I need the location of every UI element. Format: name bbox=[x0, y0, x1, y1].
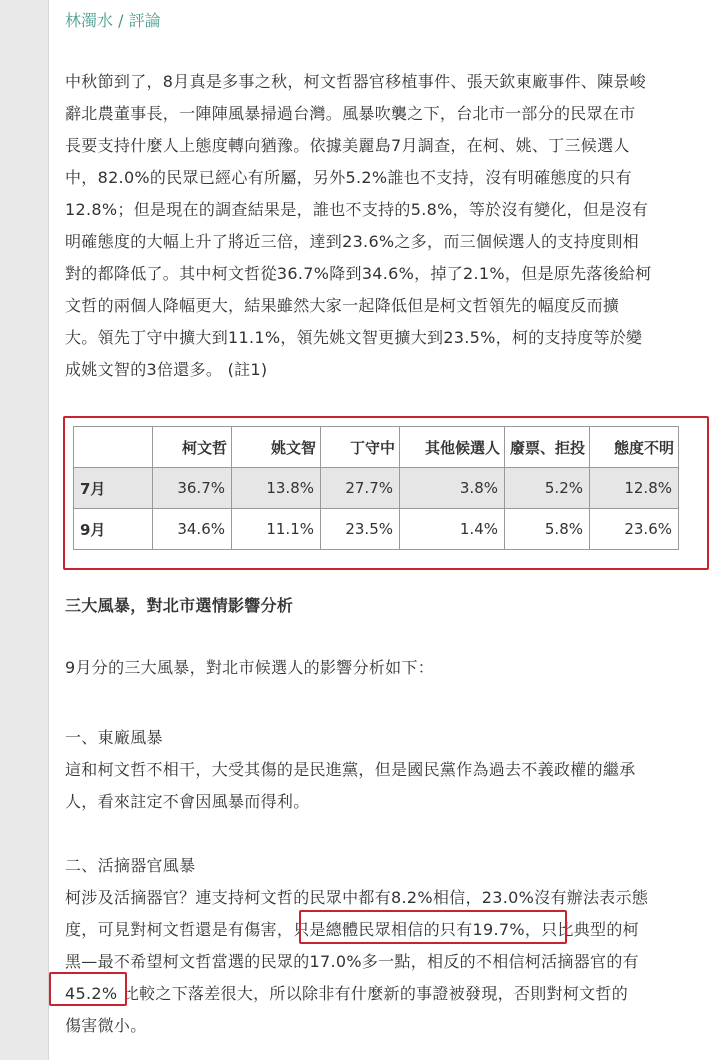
text-line: 對的都降低了。其中柯文哲從36.7%降到34.6%，掉了2.1%，但是原先落後給柯 bbox=[65, 264, 652, 283]
text-line: 45.2% 比較之下落差很大，所以除非有什麼新的事證被發現，否則對柯文哲的 bbox=[65, 984, 629, 1003]
table-header-row bbox=[74, 427, 679, 468]
text-line: 成姚文智的3倍還多。 (註1) bbox=[65, 360, 268, 379]
text-line: 度，可見對柯文哲還是有傷害，只是總體民眾相信的只有19.7%，只比典型的柯 bbox=[65, 920, 639, 939]
table-header-cell: 其他候選人 bbox=[400, 427, 505, 468]
table-header-cell: 柯文哲 bbox=[153, 427, 232, 468]
author-link[interactable]: 林濁水 bbox=[65, 11, 114, 30]
table-header-cell: 態度不明 bbox=[590, 427, 679, 468]
table-cell: 3.8% bbox=[400, 468, 505, 509]
byline bbox=[65, 8, 161, 31]
table-row bbox=[74, 468, 679, 509]
table-cell: 23.6% bbox=[590, 509, 679, 550]
text-line: 長要支持什麼人上態度轉向猶豫。依據美麗島7月調查，在柯、姚、丁三候選人 bbox=[65, 136, 630, 155]
table-cell: 34.6% bbox=[153, 509, 232, 550]
subsection-title: 一、東廠風暴 bbox=[65, 728, 163, 747]
section-heading: 三大風暴，對北市選情影響分析 bbox=[65, 596, 294, 615]
table-cell: 5.2% bbox=[505, 468, 590, 509]
text-line: 傷害微小。 bbox=[65, 1016, 147, 1035]
section-intro: 9月分的三大風暴，對北市候選人的影響分析如下： bbox=[65, 658, 435, 677]
text-line: 中，82.0%的民眾已經心有所屬，另外5.2%誰也不支持，沒有明確態度的只有 bbox=[65, 168, 632, 187]
storm-section-2 bbox=[65, 850, 715, 1042]
poll-table-highlight bbox=[63, 416, 709, 570]
row-label: 9月 bbox=[74, 509, 153, 550]
text-line: 12.8%；但是現在的調查結果是，誰也不支持的5.8%，等於沒有變化，但是沒有 bbox=[65, 200, 649, 219]
text-line: 辭北農董事長，一陣陣風暴掃過台灣。風暴吹襲之下，台北市一部分的民眾在市 bbox=[65, 104, 636, 123]
storm-section-1 bbox=[65, 722, 715, 818]
table-cell: 27.7% bbox=[321, 468, 400, 509]
text-line: 這和柯文哲不相干，大受其傷的是民進黨，但是國民黨作為過去不義政權的繼承 bbox=[65, 760, 636, 779]
article-page bbox=[48, 0, 720, 1060]
table-cell: 12.8% bbox=[590, 468, 679, 509]
highlight-box bbox=[299, 910, 567, 944]
byline-separator: / bbox=[118, 11, 124, 30]
table-header-cell: 廢票、拒投 bbox=[505, 427, 590, 468]
intro-paragraph bbox=[65, 66, 715, 386]
text-line: 文哲的兩個人降幅更大，結果雖然大家一起降低但是柯文哲領先的幅度反而擴 bbox=[65, 296, 620, 315]
table-header-cell: 丁守中 bbox=[321, 427, 400, 468]
poll-table bbox=[73, 426, 679, 550]
text-line: 黑—最不希望柯文哲當選的民眾的17.0%多一點，相反的不相信柯活摘器官的有 bbox=[65, 952, 639, 971]
table-cell: 11.1% bbox=[232, 509, 321, 550]
table-cell: 13.8% bbox=[232, 468, 321, 509]
text-line: 中秋節到了，8月真是多事之秋，柯文哲器官移植事件、張天欽東廠事件、陳景峻 bbox=[65, 72, 646, 91]
text-line: 大。領先丁守中擴大到11.1%，領先姚文智更擴大到23.5%，柯的支持度等於變 bbox=[65, 328, 643, 347]
table-cell: 23.5% bbox=[321, 509, 400, 550]
table-cell: 36.7% bbox=[153, 468, 232, 509]
subsection-title: 二、活摘器官風暴 bbox=[65, 856, 196, 875]
highlight-box bbox=[49, 972, 127, 1006]
category-link[interactable]: 評論 bbox=[128, 11, 161, 30]
text-line: 柯涉及活摘器官？連支持柯文哲的民眾中都有8.2%相信，23.0%沒有辦法表示態 bbox=[65, 888, 649, 907]
table-row bbox=[74, 509, 679, 550]
table-header-cell bbox=[74, 427, 153, 468]
table-cell: 5.8% bbox=[505, 509, 590, 550]
text-line: 明確態度的大幅上升了將近三倍，達到23.6%之多，而三個候選人的支持度則相 bbox=[65, 232, 639, 251]
row-label: 7月 bbox=[74, 468, 153, 509]
table-cell: 1.4% bbox=[400, 509, 505, 550]
text-line: 人，看來註定不會因風暴而得利。 bbox=[65, 792, 310, 811]
table-header-cell: 姚文智 bbox=[232, 427, 321, 468]
